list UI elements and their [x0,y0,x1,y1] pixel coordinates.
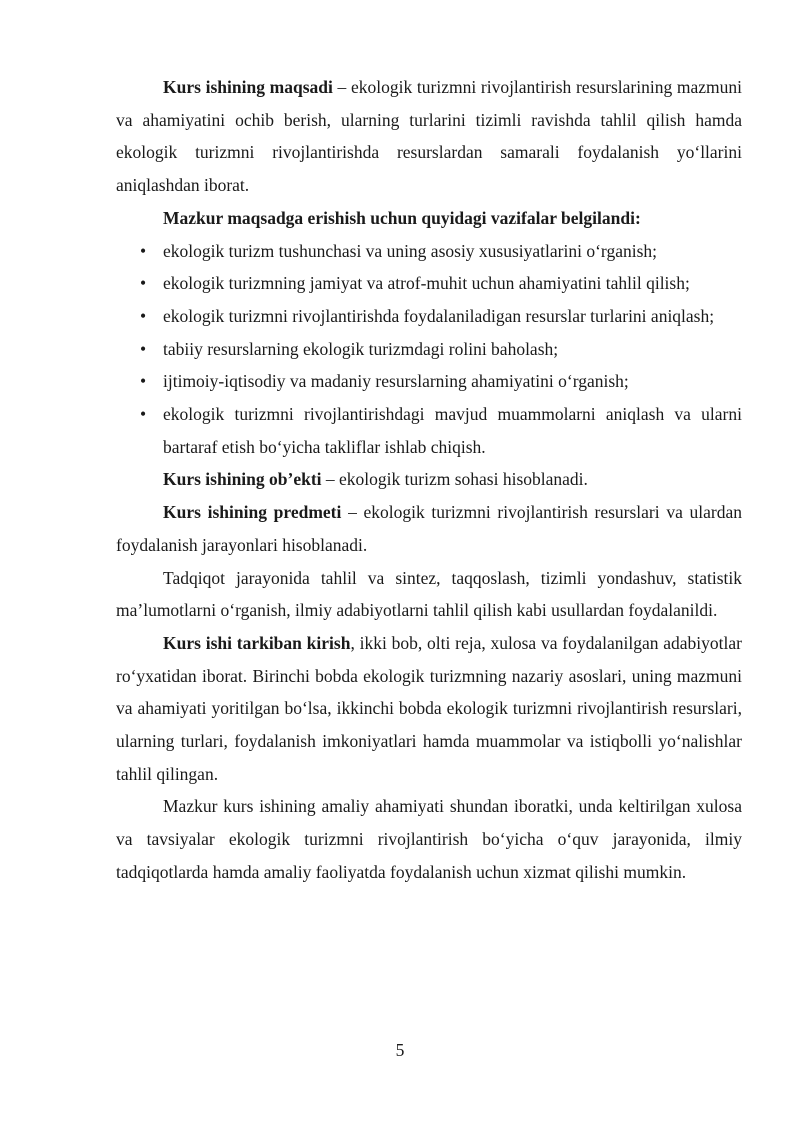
obekt-text: – ekologik turizm sohasi hisoblanadi. [321,469,588,490]
vazifalar-heading: Mazkur maqsadga erishish uchun quyidagi vazifalar belgilandi: [163,207,641,228]
obekt-label: Kurs ishining ob’ekti [163,469,322,490]
document-page [116,71,742,889]
paragraph-maqsad [116,71,742,202]
predmet-text: – ekologik turizmni rivojlantirish resurslari va ulardan foydalanish jarayonlari hisoblanadi. [116,502,742,555]
page-number: 5 [395,1040,405,1060]
paragraph-vazifalar-heading [116,202,742,235]
maqsad-text: – ekologik turizmni rivojlantirish resurslarining mazmuni va ahamiyatini ochib berish, ularning turlarini tizimli ravishda tahlil qilish hamda ekologik turizmni rivojlantirishda resurslardan samarali foydalanish yo‘llarini aniqlashdan iborat. [116,77,742,196]
list-item: • ekologik turizmni rivojlantirishdagi mavjud muammolarni aniqlash va ularni bartaraf etish bo‘yicha takliflar ishlab chiqish. [116,398,742,463]
list-item: • ijtimoiy-iqtisodiy va madaniy resurslarning ahamiyatini o‘rganish; [116,365,742,398]
list-item: • ekologik turizm tushunchasi va uning asosiy xususiyatlarini o‘rganish; [116,235,742,268]
tarkib-label: Kurs ishi tarkiban kirish [163,632,351,653]
list-item: • ekologik turizmning jamiyat va atrof-muhit uchun ahamiyatini tahlil qilish; [116,267,742,300]
paragraph-metodlar: Tadqiqot jarayonida tahlil va sintez, taqqoslash, tizimli yondashuv, statistik ma’lumotlarni o‘rganish, ilmiy adabiyotlarni tahlil qilish kabi usullardan foydalanildi. [116,567,742,621]
vazifalar-list [116,235,742,464]
list-item: • ekologik turizmni rivojlantirishda foydalaniladigan resurslar turlarini aniqlash; [116,300,742,333]
list-item: • tabiiy resurslarning ekologik turizmdagi rolini baholash; [116,333,742,366]
predmet-label: Kurs ishining predmeti [163,502,342,523]
paragraph-predmet [116,496,742,561]
paragraph-amaliy: Mazkur kurs ishining amaliy ahamiyati shundan iboratki, unda keltirilgan xulosa va tavsiyalar ekologik turizmni rivojlantirish bo‘yicha o‘quv jarayonida, ilmiy tadqiqotlarda hamda amaliy faoliyatda foydalanish uchun xizmat qilishi mumkin. [116,796,742,882]
paragraph-obekt [116,463,742,496]
paragraph-tarkib [116,627,742,791]
tarkib-text: , ikki bob, olti reja, xulosa va foydalanilgan adabiyotlar ro‘yxatidan iborat. Birinchi bobda ekologik turizmning nazariy asoslari, uning mazmuni va ahamiyati yoritilgan bo‘lsa, ikkinchi bobda ekologik turizmni rivojlantirish resurslari, ularning turlari, foydalanish imkoniyatlari hamda muammolar va istiqbolli yo‘nalishlar tahlil qilingan. [116,632,742,784]
maqsad-label: Kurs ishining maqsadi [163,77,333,97]
